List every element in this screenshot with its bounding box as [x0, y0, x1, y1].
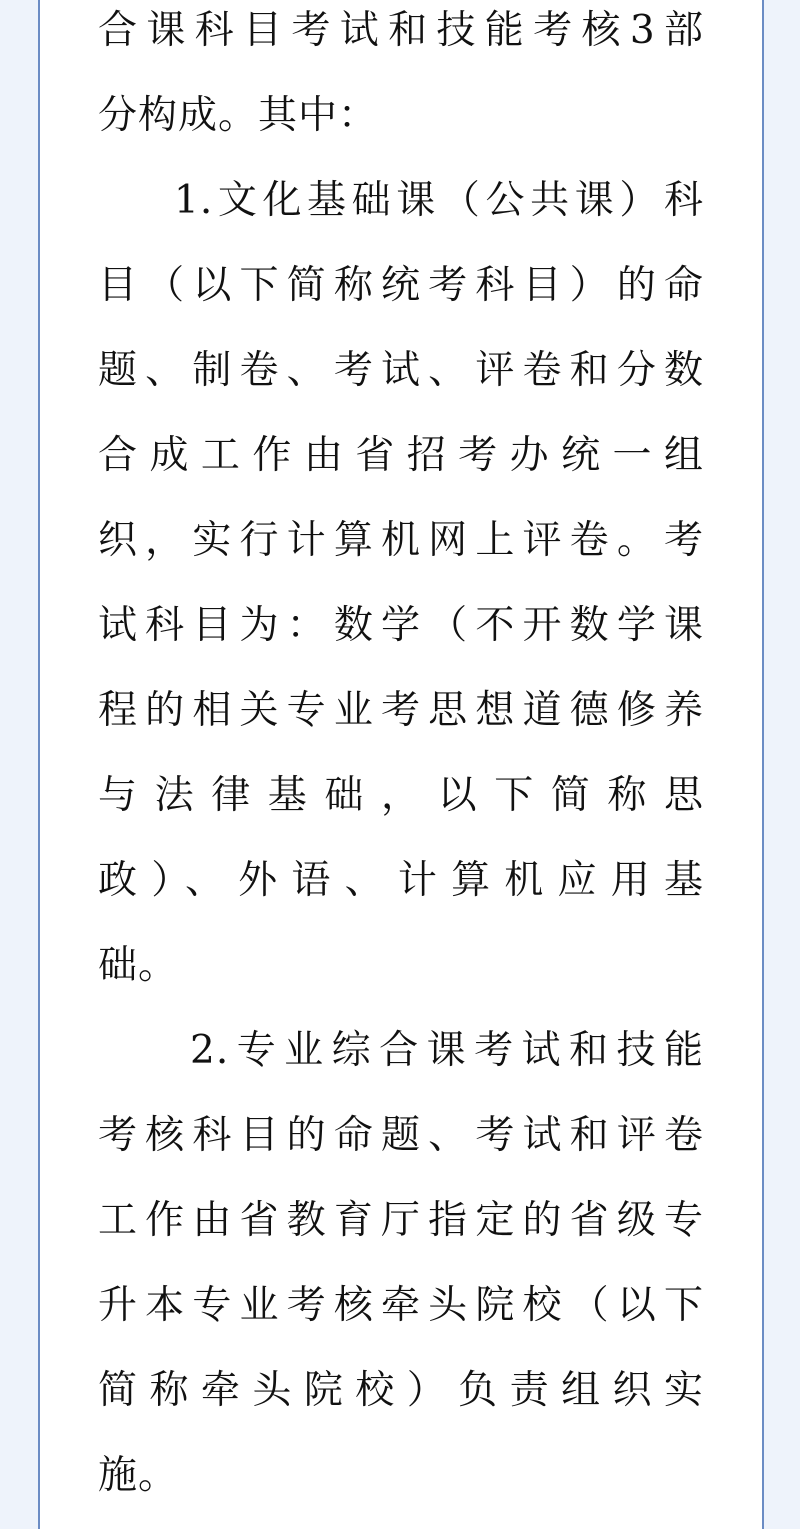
- text-line: 础。: [98, 943, 179, 988]
- text-line: 升本专业考核牵头院校（以下: [98, 1283, 704, 1328]
- text-line: 目（以下简称统考科目）的命: [98, 263, 704, 308]
- text-line: 程的相关专业考思想道德修养: [98, 688, 704, 733]
- text-line: 工作由省教育厅指定的省级专: [98, 1198, 704, 1243]
- text-line: 施。: [98, 1453, 179, 1498]
- text-line: 分构成。其中：: [98, 93, 379, 138]
- text-line: 简称牵头院校）负责组织实: [98, 1368, 704, 1413]
- text-line: 与法律基础，以下简称思: [98, 773, 704, 818]
- text-line: 合课科目考试和技能考核3部: [98, 8, 704, 53]
- text-line: 织，实行计算机网上评卷。考: [98, 518, 704, 563]
- text-line: 政）、外语、计算机应用基: [98, 858, 704, 903]
- text-line: 试科目为：数学（不开数学课: [98, 603, 704, 648]
- right-border-rule: [762, 0, 764, 1529]
- text-line: 1.文化基础课（公共课）科: [174, 178, 704, 223]
- text-line: 2.专业综合课考试和技能: [190, 1028, 704, 1073]
- text-line: 题、制卷、考试、评卷和分数: [98, 348, 704, 393]
- text-line: 考核科目的命题、考试和评卷: [98, 1113, 704, 1158]
- article-body: [98, 0, 704, 1529]
- text-line: 合成工作由省招考办统一组: [98, 433, 704, 478]
